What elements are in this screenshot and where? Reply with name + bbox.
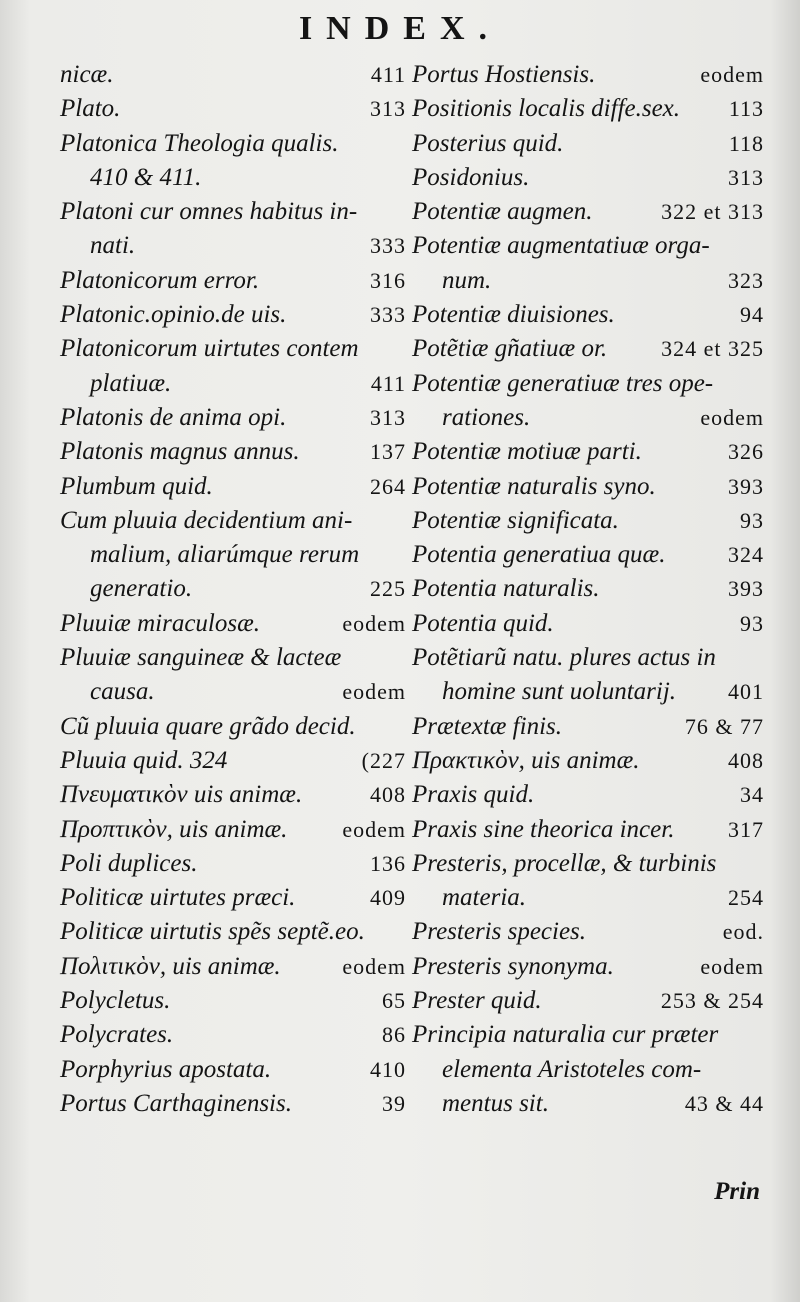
entry-text: Cũ pluuia quare grãdo decid.	[60, 712, 356, 740]
index-entry	[412, 1018, 764, 1121]
entry-page-number: 94	[740, 302, 764, 328]
entry-text: rationes.	[442, 403, 531, 431]
index-entry	[412, 367, 764, 436]
entry-line	[60, 367, 406, 401]
entry-text: Portus Carthaginensis.	[60, 1089, 292, 1117]
index-entry	[412, 195, 764, 229]
entry-line	[412, 881, 764, 915]
entry-line	[412, 744, 764, 778]
entry-line	[412, 607, 764, 641]
entry-line	[60, 778, 406, 812]
index-entry	[60, 1087, 406, 1121]
entry-text: materia.	[442, 884, 527, 912]
index-entry	[60, 435, 406, 469]
entry-page-number: 408	[370, 782, 406, 808]
entry-page-number: eodem	[342, 953, 406, 979]
entry-page-number: 76 & 77	[684, 713, 764, 739]
index-entry	[412, 92, 764, 126]
entry-page-number: 137	[370, 439, 406, 465]
index-entry	[412, 470, 764, 504]
entry-line	[60, 641, 406, 675]
entry-text: Potentiæ significata.	[412, 506, 619, 534]
entry-text: Posidonius.	[412, 163, 530, 191]
entry-page-number: 113	[728, 96, 764, 122]
index-entry	[60, 847, 406, 881]
entry-page-number: 409	[370, 885, 406, 911]
index-entry	[412, 744, 764, 778]
entry-line	[60, 264, 406, 298]
entry-line	[60, 744, 406, 778]
entry-text: Politicæ uirtutes præci.	[60, 884, 296, 912]
entry-line	[412, 92, 764, 126]
index-entry	[60, 813, 406, 847]
index-entry	[60, 1018, 406, 1052]
index-entry	[60, 778, 406, 812]
entry-line	[412, 161, 764, 195]
entry-text: homine sunt uoluntarij.	[442, 678, 677, 706]
index-entry	[412, 915, 764, 949]
index-entry	[412, 950, 764, 984]
index-entry	[412, 332, 764, 366]
entry-text: Prætextæ finis.	[412, 712, 562, 740]
entry-text: Platoni cur omnes habitus in-	[60, 198, 358, 226]
index-entry	[60, 401, 406, 435]
entry-line	[412, 470, 764, 504]
entry-text: Presteris species.	[412, 918, 587, 946]
entry-line	[412, 641, 764, 675]
entry-text: Cum pluuia decidentium ani-	[60, 506, 353, 534]
entry-line	[60, 470, 406, 504]
entry-page-number: eodem	[342, 610, 406, 636]
entry-page-number: 410	[370, 1056, 406, 1082]
entry-page-number: 324	[728, 542, 764, 568]
entry-text: nicæ.	[60, 61, 114, 88]
entry-line	[60, 984, 406, 1018]
entry-text: malium, aliarúmque rerum	[90, 541, 360, 569]
entry-line	[60, 92, 406, 126]
entry-text: Poli duplices.	[60, 849, 198, 877]
entry-text: Praxis sine theorica incer.	[412, 815, 675, 843]
index-entry	[60, 58, 406, 92]
entry-page-number: 324 et 325	[661, 336, 764, 362]
entry-line	[412, 229, 764, 263]
entry-line	[60, 881, 406, 915]
index-entry	[60, 195, 406, 264]
entry-line	[60, 161, 406, 195]
entry-page-number: eodem	[342, 679, 406, 705]
entry-page-number: 43 & 44	[684, 1090, 764, 1116]
entry-page-number: 86	[382, 1022, 406, 1048]
entry-text: Προπτικὸν, uis animæ.	[60, 815, 288, 843]
entry-page-number: 313	[370, 404, 406, 430]
entry-line	[60, 813, 406, 847]
entry-page-number: 313	[728, 164, 764, 190]
catchword: Prin	[714, 1178, 760, 1205]
entry-text: Potentia naturalis.	[412, 575, 600, 603]
index-entry	[412, 229, 764, 298]
index-entry	[60, 744, 406, 778]
entry-text: Potentiæ generatiuæ tres ope-	[412, 369, 714, 397]
right-column	[412, 58, 764, 1121]
entry-text: Potentiæ motiuæ parti.	[412, 438, 642, 466]
entry-line	[412, 675, 764, 709]
index-entry	[412, 572, 764, 606]
entry-line	[60, 847, 406, 881]
entry-page-number: 93	[740, 507, 764, 533]
entry-text: Pluuia quid. 324	[60, 746, 228, 774]
entry-line	[60, 1087, 406, 1121]
entry-page-number: eodem	[700, 62, 764, 87]
entry-line	[412, 332, 764, 366]
entry-line	[60, 572, 406, 606]
entry-page-number: 393	[728, 473, 764, 499]
entry-line	[412, 778, 764, 812]
entry-page-number: (227	[361, 747, 406, 773]
entry-page-number: 333	[370, 302, 406, 328]
entry-line	[60, 195, 406, 229]
left-column	[60, 58, 406, 1121]
entry-text: Polycrates.	[60, 1021, 174, 1049]
entry-page-number: 264	[370, 473, 406, 499]
entry-text: mentus sit.	[442, 1089, 549, 1117]
index-entry	[412, 607, 764, 641]
entry-text: causa.	[90, 678, 155, 706]
entry-line	[60, 675, 406, 709]
entry-page-number: 136	[370, 850, 406, 876]
entry-page-number: 393	[728, 576, 764, 602]
entry-page-number: eod.	[722, 919, 764, 945]
index-entry	[60, 298, 406, 332]
entry-page-number: 39	[382, 1090, 406, 1116]
entry-text: Posterius quid.	[412, 129, 564, 157]
index-entry	[412, 641, 764, 710]
page-header: INDEX.	[298, 10, 502, 47]
entry-text: Politicæ uirtutis spẽs septẽ.eo.	[60, 918, 365, 946]
index-entry	[412, 778, 764, 812]
index-entry	[412, 161, 764, 195]
index-entry	[60, 332, 406, 401]
entry-line	[60, 1053, 406, 1087]
entry-page-number: 65	[382, 988, 406, 1014]
index-entry	[412, 504, 764, 538]
entry-text: Plumbum quid.	[60, 472, 213, 500]
entry-text: nati.	[90, 232, 136, 260]
entry-line	[412, 538, 764, 572]
entry-page-number: 408	[728, 747, 764, 773]
entry-text: 410 & 411.	[90, 163, 202, 191]
entry-line	[412, 1053, 764, 1087]
index-entry	[412, 435, 764, 469]
index-entry	[60, 710, 406, 744]
entry-line	[60, 538, 406, 572]
index-entry	[60, 504, 406, 607]
entry-line	[412, 915, 764, 949]
entry-page-number: 401	[728, 679, 764, 705]
entry-text: Platonis de anima opi.	[60, 403, 287, 431]
index-entry	[60, 881, 406, 915]
entry-line	[412, 58, 764, 92]
entry-text: Πολιτικὸν, uis animæ.	[60, 952, 281, 980]
entry-line	[60, 58, 406, 92]
index-entry	[412, 58, 764, 92]
entry-line	[412, 127, 764, 161]
entry-text: Plato.	[60, 95, 121, 123]
entry-text: platiuæ.	[90, 369, 172, 397]
entry-line	[412, 298, 764, 332]
entry-line	[412, 847, 764, 881]
entry-text: Presteris synonyma.	[412, 952, 614, 980]
entry-line	[412, 950, 764, 984]
entry-page-number: eodem	[342, 816, 406, 842]
entry-text: Potentia generatiua quæ.	[412, 541, 666, 569]
entry-text: elementa Aristoteles com-	[442, 1055, 702, 1083]
entry-page-number: 411	[370, 370, 406, 396]
entry-page-number: eodem	[700, 953, 764, 979]
index-entry	[412, 127, 764, 161]
index-entry	[60, 607, 406, 641]
index-entry	[412, 813, 764, 847]
entry-text: Πνευματικὸν uis animæ.	[60, 781, 303, 809]
entry-text: Platonica Theologia qualis.	[60, 129, 339, 157]
entry-page-number: 333	[370, 233, 406, 259]
index-entry	[412, 298, 764, 332]
entry-line	[412, 195, 764, 229]
entry-page-number: 93	[740, 610, 764, 636]
index-entry	[412, 710, 764, 744]
entry-line	[412, 813, 764, 847]
entry-text: num.	[442, 266, 492, 294]
entry-text: Principia naturalia cur præter	[412, 1021, 719, 1049]
entry-line	[60, 332, 406, 366]
entry-line	[60, 435, 406, 469]
entry-page-number: 317	[728, 816, 764, 842]
entry-line	[412, 710, 764, 744]
entry-page-number: 313	[370, 96, 406, 122]
entry-text: Platonic.opinio.de uis.	[60, 301, 287, 329]
entry-line	[60, 127, 406, 161]
entry-page-number: 411	[370, 62, 406, 87]
entry-text: Platonis magnus annus.	[60, 438, 300, 466]
index-entry	[60, 264, 406, 298]
entry-text: Potentia quid.	[412, 609, 554, 637]
index-entry	[412, 538, 764, 572]
index-entry	[412, 847, 764, 916]
entry-text: Praxis quid.	[412, 781, 535, 809]
entry-text: Potentiæ diuisiones.	[412, 301, 615, 329]
entry-text: Polycletus.	[60, 987, 171, 1015]
entry-page-number: 322 et 313	[661, 199, 764, 225]
entry-text: Potentiæ augmentatiuæ orga-	[412, 232, 710, 260]
index-entry	[60, 950, 406, 984]
entry-line	[412, 264, 764, 298]
index-entry	[60, 92, 406, 126]
entry-line	[60, 1018, 406, 1052]
entry-page-number: 118	[728, 130, 764, 156]
entry-text: Platonicorum uirtutes contem	[60, 335, 359, 363]
entry-text: Πρακτικὸν, uis animæ.	[412, 746, 640, 774]
entry-line	[60, 607, 406, 641]
entry-page-number: 34	[740, 782, 764, 808]
entry-page-number: 254	[728, 885, 764, 911]
entry-line	[60, 950, 406, 984]
entry-page-number: 326	[728, 439, 764, 465]
index-entry	[412, 984, 764, 1018]
entry-text: Platonicorum error.	[60, 266, 260, 294]
entry-line	[412, 435, 764, 469]
entry-text: Potentiæ naturalis syno.	[412, 472, 656, 500]
index-entry	[60, 915, 406, 949]
entry-text: Portus Hostiensis.	[412, 61, 596, 88]
index-entry	[60, 984, 406, 1018]
entry-line	[412, 367, 764, 401]
entry-line	[60, 229, 406, 263]
index-entry	[60, 641, 406, 710]
index-entry	[60, 470, 406, 504]
entry-line	[412, 984, 764, 1018]
entry-text: Positionis localis diffe.sex.	[412, 95, 681, 123]
entry-text: Presteris, procellæ, & turbinis	[412, 849, 717, 877]
entry-text: Porphyrius apostata.	[60, 1055, 272, 1083]
entry-page-number: 225	[370, 576, 406, 602]
entry-text: generatio.	[90, 575, 193, 603]
entry-line	[60, 504, 406, 538]
entry-line	[412, 572, 764, 606]
entry-text: Potẽtiæ gñatiuæ or.	[412, 335, 608, 363]
entry-line	[60, 401, 406, 435]
entry-page-number: 253 & 254	[660, 988, 764, 1014]
entry-line	[60, 710, 406, 744]
entry-text: Potẽtiarũ natu. plures actus in	[412, 644, 716, 672]
entry-text: Pluuiæ sanguineæ & lacteæ	[60, 644, 342, 672]
index-entry	[60, 127, 406, 196]
entry-page-number: 316	[370, 267, 406, 293]
entry-line	[412, 1087, 764, 1121]
index-entry	[60, 1053, 406, 1087]
entry-text: Prester quid.	[412, 987, 542, 1015]
entry-page-number: 323	[728, 267, 764, 293]
entry-line	[412, 1018, 764, 1052]
entry-page-number: eodem	[700, 404, 764, 430]
entry-text: Potentiæ augmen.	[412, 198, 593, 226]
entry-line	[60, 915, 406, 949]
entry-line	[412, 504, 764, 538]
entry-line	[60, 298, 406, 332]
entry-line	[412, 401, 764, 435]
entry-text: Pluuiæ miraculosæ.	[60, 609, 261, 637]
